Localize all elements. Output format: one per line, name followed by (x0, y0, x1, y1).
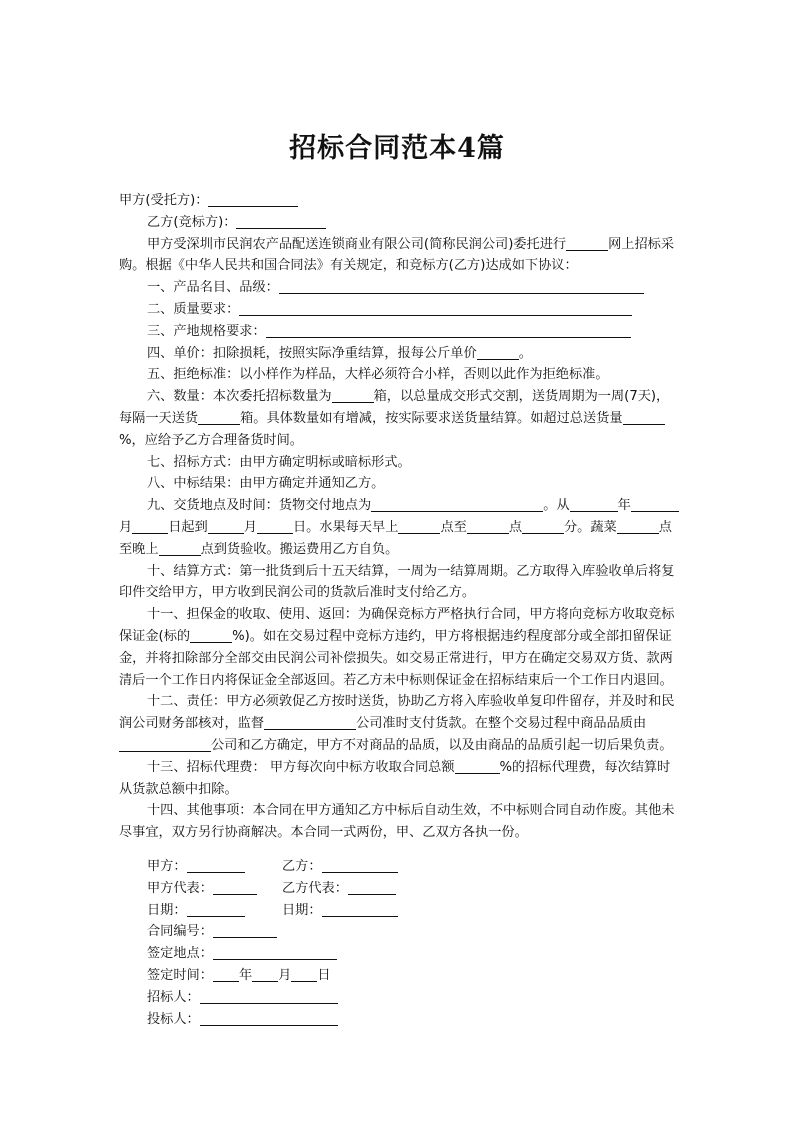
clause-11 (119, 604, 679, 691)
blank-field (279, 278, 644, 294)
bidder-label: 招标人： (147, 989, 200, 1005)
year-label: 年 (238, 967, 253, 983)
tenderer-row (147, 1009, 338, 1031)
clause-10: 十、结算方式：第一批货到后十五天结算，一周为一结算周期。乙方取得入库验收单后将复印件交给甲方，甲方收到民润公司的货款后准时支付给乙方。 (119, 563, 675, 601)
blank-field (570, 496, 618, 512)
blank-field (291, 966, 317, 982)
clause-text: 。从 (543, 498, 570, 514)
clause-14: 十四、其他事项：本合同在甲方通知乙方中标后自动生效，不中标则合同自动作废。其他未尽事宜，双方另行协商解决。本合同一式两份，甲、乙双方各执一份。 (119, 803, 675, 841)
clause-7: 七、招标方式：由甲方确定明标或暗标形式。 (147, 454, 411, 470)
blank-field (213, 922, 277, 938)
clause-text: 分。蔬菜 (564, 519, 617, 535)
clause-2 (119, 299, 679, 321)
clause-text: 点到货验收。搬运费用乙方自负。 (200, 541, 399, 557)
preamble (119, 234, 679, 278)
blank-field (266, 322, 631, 338)
blank-field (631, 496, 679, 512)
blank-field (187, 857, 245, 873)
blank-field (198, 409, 240, 425)
sign-place-row (147, 943, 338, 965)
blank-field (623, 409, 665, 425)
blank-field (617, 518, 659, 534)
blank-field (348, 879, 396, 895)
signature-row-reps (147, 878, 348, 900)
clause-text: 点 (508, 519, 522, 535)
blank-field (239, 300, 632, 316)
date-label: 日期： (147, 902, 187, 918)
blank-field (398, 518, 440, 534)
blank-field (208, 191, 298, 207)
blank-field (322, 857, 398, 873)
clause-text: 日。水果每天早上 (292, 519, 399, 535)
date-label: 日期： (282, 902, 322, 918)
preamble-text: 网上招标采购。根据《中华人民共和国合同法》有关规定，和竞标方(乙方)达成如下协议： (119, 236, 675, 274)
day-label: 日 (317, 967, 331, 983)
clause-text: 日起到 (168, 519, 208, 535)
signature-row-dates (147, 900, 338, 922)
clause-text: 十二、责任：甲方必须敦促乙方按时送货，协助乙方将入库验收单复印件留存，并及时和民润公司财务部核对，监督 (119, 694, 675, 732)
clause-12 (119, 691, 679, 756)
party-a-label: 甲方(受托方)： (119, 193, 209, 208)
tenderer-label: 投标人： (147, 1011, 200, 1027)
blank-field (187, 901, 245, 917)
blank-field (467, 518, 509, 534)
blank-field (213, 944, 337, 960)
clause-text: 点至 (440, 519, 467, 535)
contract-number-label: 合同编号： (147, 924, 213, 940)
clause-text: 九、交货地点及时间：货物交付地点为 (147, 498, 372, 514)
clause-text: 六、数量：本次委托招标数量为 (147, 389, 332, 405)
party-b-label: 乙方(竞标方)： (147, 214, 237, 230)
month-label: 月 (278, 967, 292, 983)
blank-field (190, 627, 232, 643)
blank-field (371, 496, 543, 512)
sign-place-label: 签定地点： (147, 946, 213, 962)
clause-4 (119, 343, 679, 365)
clause-9 (119, 495, 679, 560)
contract-number-row (147, 921, 338, 943)
party-b-sign-label: 乙方： (282, 859, 322, 874)
blank-field (236, 213, 326, 229)
clause-1 (119, 277, 679, 299)
contract-body (119, 190, 679, 844)
clause-text: 月 (243, 519, 257, 535)
preamble-text: 甲方受深圳市民润农产品配送连锁商业有限公司(简称民润公司)委托进行 (147, 236, 567, 252)
blank-field (522, 518, 564, 534)
clause-text: 十三、招标代理费： 甲方每次向中标方收取合同总额 (147, 759, 455, 775)
blank-field (332, 387, 374, 403)
blank-field (322, 901, 398, 917)
clause-text: 箱。具体数量如有增减，按实际要求送货量结算。如超过总送货量 (240, 410, 623, 426)
clause-text: %)。如在交易过程中竞标方违约，甲方将根据违约程度部分或全部扣留保证金，并将扣除部分全部交由民润公司补偿损失。如交易正常进行，甲方在确定交易双方货、款两清后一个工作日内将保证金全部返回。若乙方未中标则保证金在招标结束后一个工作日内退回。 (119, 628, 673, 688)
clause-text: %，应给予乙方合理备货时间。 (119, 432, 303, 448)
clause-text: 十一、担保金的收取、使用、返回：为确保竞标方严格执行合同，甲方将向竞标方收取竞标保证金(标的 (119, 607, 675, 644)
clause-text: %的招标代理费，每次结算时从货款总额中扣除。 (119, 759, 671, 797)
clause-6 (119, 386, 679, 451)
blank-field (264, 714, 356, 730)
blank-field (208, 518, 244, 534)
blank-field (119, 736, 211, 752)
party-a-line (119, 190, 679, 212)
clause-text: 月 (119, 519, 133, 535)
clause-text: 四、单价：扣除损耗，按照实际净重结算，报每公斤单价 (147, 345, 477, 361)
blank-field (477, 344, 519, 360)
party-a-rep-label: 甲方代表： (147, 880, 213, 896)
party-a-sign-label: 甲方： (147, 859, 187, 874)
blank-field (257, 518, 293, 534)
clause-text: 一、产品名目、品级： (147, 280, 279, 296)
blank-field (213, 879, 257, 895)
party-b-rep-label: 乙方代表： (282, 880, 348, 896)
blank-field (213, 966, 239, 982)
party-b-line (119, 212, 679, 234)
blank-field (455, 758, 500, 774)
signature-block (147, 856, 348, 1030)
signature-row-parties (147, 856, 338, 878)
clause-3 (119, 321, 679, 343)
blank-field (200, 1010, 338, 1026)
blank-field (132, 518, 168, 534)
clause-text: 年 (617, 498, 631, 514)
clause-5: 五、拒绝标准：以小样作为样品，大样必须符合小样，否则以此作为拒绝标准。 (147, 367, 609, 383)
document-title: 招标合同范本4篇 (289, 133, 505, 164)
blank-field (159, 540, 201, 556)
blank-field (200, 988, 338, 1004)
blank-field (566, 235, 608, 251)
clause-text: 公司和乙方确定，甲方不对商品的品质，以及由商品的品质引起一切后果负责。 (211, 737, 673, 753)
sign-time-row (147, 965, 338, 987)
clause-text: 点至晚上 (119, 519, 672, 557)
bidder-row (147, 987, 338, 1009)
clause-13 (119, 757, 679, 801)
clause-text: 。 (518, 345, 532, 361)
clause-text: 箱，以总量成交形式交割，送货周期为一周(7天)，每隔一天送货 (119, 389, 670, 426)
blank-field (252, 966, 278, 982)
clause-text: 三、产地规格要求： (147, 323, 266, 339)
clause-8: 八、中标结果：由甲方确定并通知乙方。 (147, 476, 385, 492)
clause-text: 公司准时支付货款。在整个交易过程中商品品质由 (356, 716, 647, 732)
clause-text: 二、质量要求： (147, 301, 240, 317)
sign-time-label: 签定时间： (147, 967, 213, 983)
